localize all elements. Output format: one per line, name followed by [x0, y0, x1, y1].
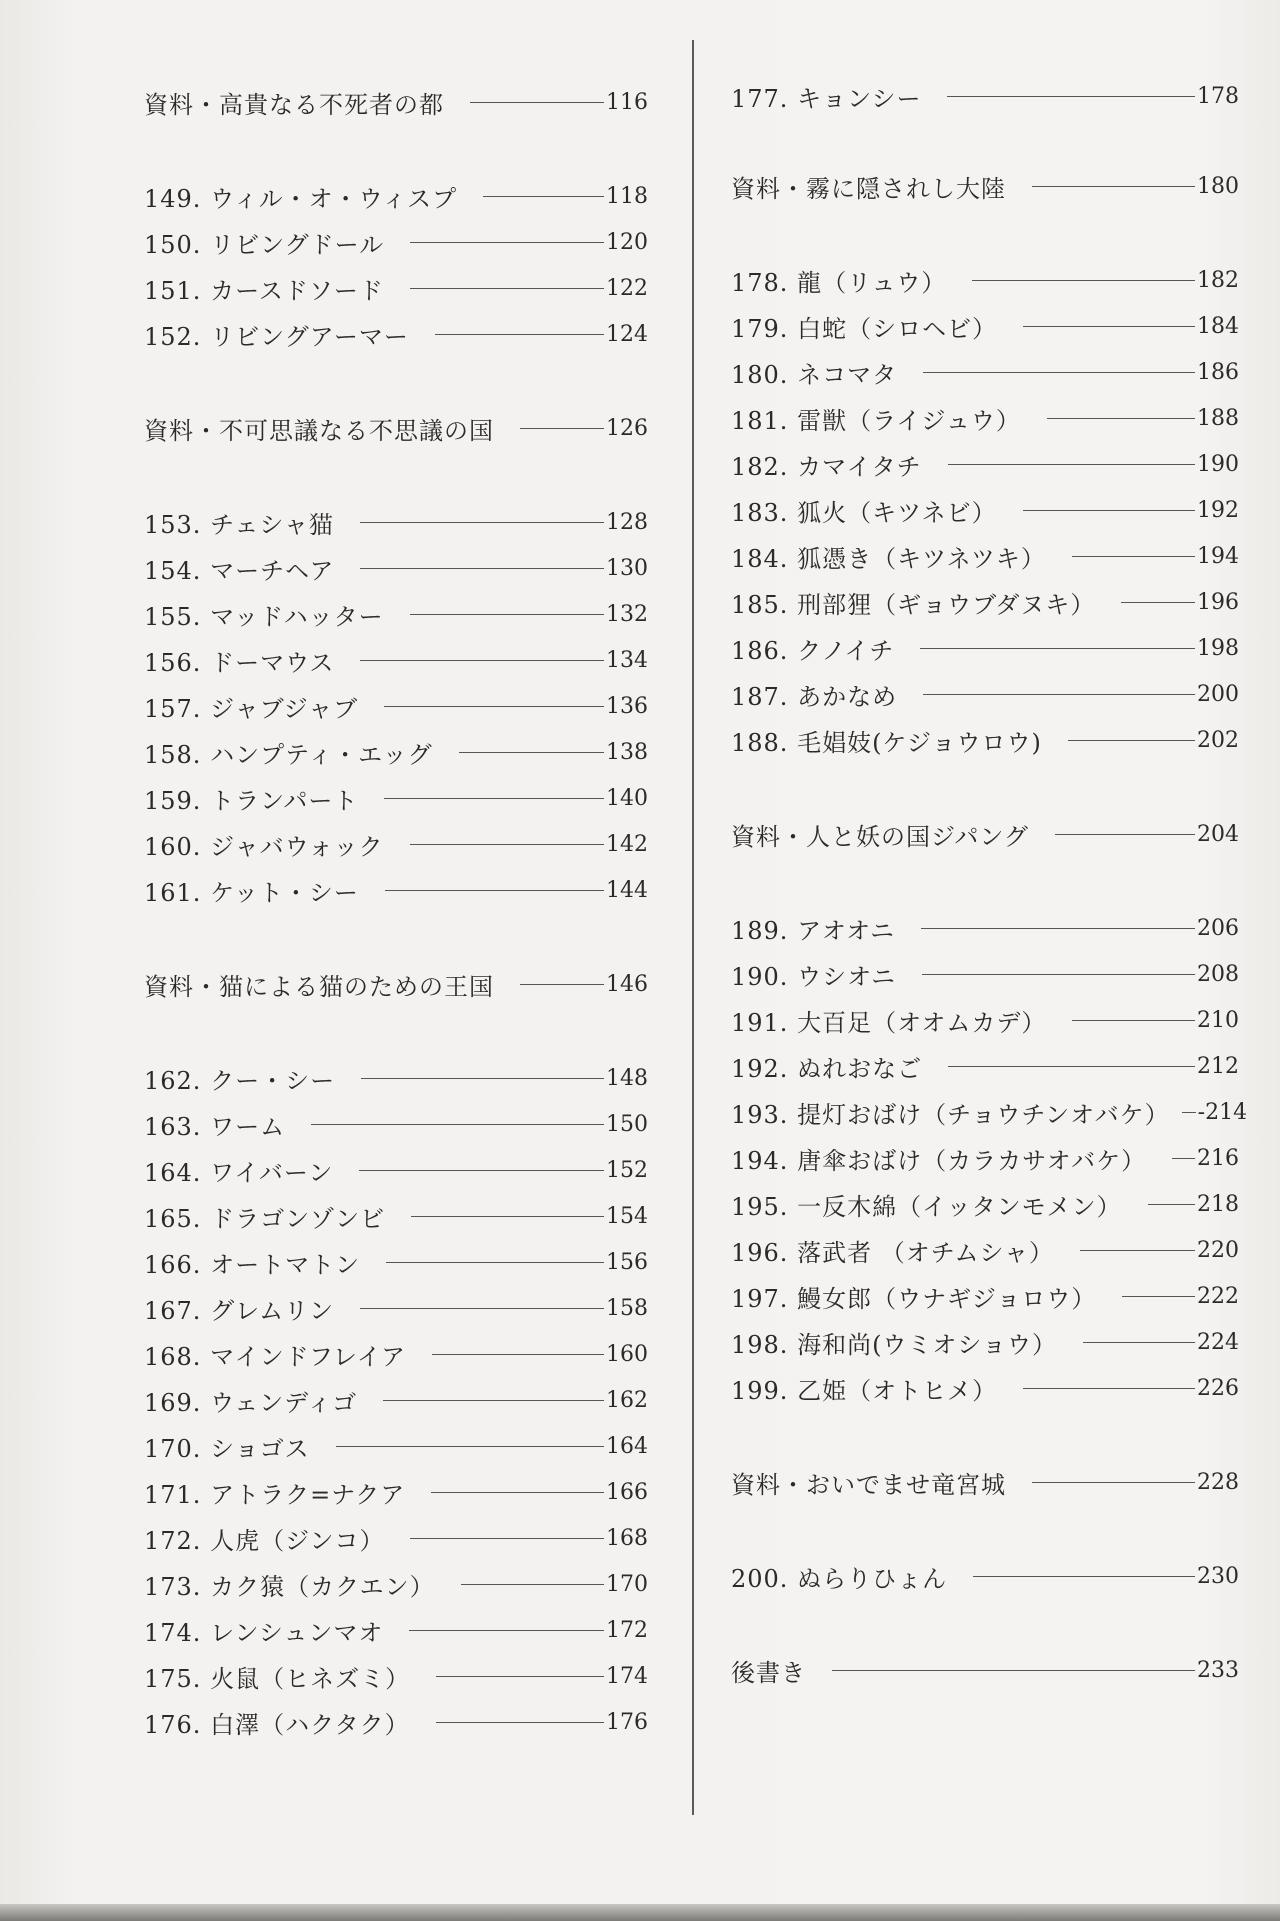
leader-line [360, 660, 604, 661]
toc-entry [731, 398, 1239, 438]
entry-title: 179. 白蛇（シロヘビ） [731, 314, 998, 343]
leader-line [384, 706, 604, 707]
page-number: 226 [1197, 1375, 1239, 1401]
toc-entry [731, 536, 1239, 576]
entry-title: 160. ジャバウォック [144, 832, 384, 861]
leader-line [832, 1670, 1195, 1671]
page-number: 168 [606, 1525, 648, 1551]
leader-line [461, 1584, 604, 1585]
toc-entry [731, 1230, 1239, 1270]
page-number: 132 [606, 601, 648, 627]
leader-line [1172, 1158, 1195, 1159]
toc-entry [144, 314, 648, 354]
entry-title: 180. ネコマタ [731, 360, 898, 389]
leader-line [470, 102, 604, 103]
entry-title: 174. レンシュンマオ [144, 1618, 384, 1647]
toc-entry [731, 628, 1239, 668]
toc-entry [144, 1702, 648, 1742]
toc-entry [144, 964, 648, 1004]
toc-entry [144, 222, 648, 262]
toc-entry [731, 674, 1239, 714]
toc-entry [144, 870, 648, 910]
toc-entry [731, 1322, 1239, 1362]
entry-title: 161. ケット・シー [144, 878, 359, 907]
leader-line [1148, 1204, 1195, 1205]
leader-line [1032, 186, 1195, 187]
leader-line [947, 96, 1195, 97]
entry-title: 165. ドラゴンゾンビ [144, 1204, 386, 1233]
entry-title: 資料・おいでませ竜宮城 [731, 1470, 1006, 1499]
page-number: 196 [1197, 589, 1239, 615]
entry-title: 168. マインドフレイア [144, 1342, 406, 1371]
page-number: 188 [1197, 405, 1239, 431]
toc-entry [731, 720, 1239, 760]
toc-entry [731, 306, 1239, 346]
page-number: 176 [606, 1709, 648, 1735]
entry-title: 164. ワイバーン [144, 1158, 334, 1187]
entry-title: 177. キョンシー [731, 84, 922, 113]
leader-line [1121, 602, 1195, 603]
leader-line [1047, 418, 1195, 419]
page-number: 233 [1197, 1657, 1239, 1683]
leader-line [431, 1492, 604, 1493]
entry-title: 191. 大百足（オオムカデ） [731, 1008, 1047, 1037]
entry-title: 170. ショゴス [144, 1434, 310, 1463]
leader-line [410, 288, 604, 289]
entry-title: 167. グレムリン [144, 1296, 335, 1325]
leader-line [923, 372, 1195, 373]
entry-title: 149. ウィル・オ・ウィスプ [144, 184, 458, 213]
toc-entry [144, 594, 648, 634]
page-number: 222 [1197, 1283, 1239, 1309]
page-number: 210 [1197, 1007, 1239, 1033]
toc-entry [731, 1046, 1239, 1086]
toc-entry [731, 1650, 1239, 1690]
leader-line [411, 1216, 604, 1217]
page-number: 218 [1197, 1191, 1239, 1217]
entry-title: 158. ハンプティ・エッグ [144, 740, 433, 769]
entry-title: 163. ワーム [144, 1112, 286, 1141]
leader-line [383, 1400, 604, 1401]
toc-entry [144, 502, 648, 542]
page-number: 154 [606, 1203, 648, 1229]
page-number: 150 [606, 1111, 648, 1137]
page-number: 204 [1197, 821, 1239, 847]
page-number: 228 [1197, 1469, 1239, 1495]
leader-line [1080, 1250, 1195, 1251]
page-bottom-edge [0, 1904, 1280, 1921]
page-number: 122 [606, 275, 648, 301]
entry-title: 155. マッドハッター [144, 602, 384, 631]
leader-line [386, 1262, 604, 1263]
entry-title: 195. 一反木綿（イッタンモメン） [731, 1192, 1122, 1221]
entry-title: 151. カースドソード [144, 276, 384, 305]
toc-entry [144, 1104, 648, 1144]
entry-title: 193. 提灯おばけ（チョウチンオバケ） [731, 1100, 1170, 1129]
entry-title: 162. クー・シー [144, 1066, 336, 1095]
column-divider [692, 40, 694, 1815]
leader-line [1083, 1342, 1195, 1343]
leader-line [1182, 1112, 1196, 1113]
page-number: 186 [1197, 359, 1239, 385]
page-number: 202 [1197, 727, 1239, 753]
entry-title: 資料・霧に隠されし大陸 [731, 174, 1006, 203]
toc-entry [731, 1184, 1239, 1224]
page-number: 220 [1197, 1237, 1239, 1263]
leader-line [385, 890, 604, 891]
page-number: 208 [1197, 961, 1239, 987]
toc-entry [144, 824, 648, 864]
toc-entry [144, 1518, 648, 1558]
page-number: 200 [1197, 681, 1239, 707]
page-number: 162 [606, 1387, 648, 1413]
page-number: 212 [1197, 1053, 1239, 1079]
entry-title: 184. 狐憑き（キツネツキ） [731, 544, 1046, 573]
page-number: 192 [1197, 497, 1239, 523]
entry-title: 189. アオオニ [731, 916, 896, 945]
leader-line [1023, 510, 1195, 511]
page-number: 116 [606, 89, 648, 115]
entry-title: 156. ドーマウス [144, 648, 335, 677]
leader-line [336, 1446, 604, 1447]
toc-entry [731, 352, 1239, 392]
toc-entry [144, 1196, 648, 1236]
toc-entry [144, 82, 648, 122]
leader-line [520, 984, 604, 985]
toc-entry [144, 640, 648, 680]
toc-entry [144, 1150, 648, 1190]
page-number: 124 [606, 321, 648, 347]
toc-entry [731, 1092, 1248, 1132]
leader-line [410, 844, 604, 845]
toc-entry [731, 1556, 1239, 1596]
toc-entry [731, 444, 1239, 484]
leader-line [520, 428, 604, 429]
leader-line [359, 1170, 604, 1171]
page-number: 148 [606, 1065, 648, 1091]
entry-title: 資料・人と妖の国ジパング [731, 822, 1029, 851]
page-number: 224 [1197, 1329, 1239, 1355]
leader-line [1023, 326, 1195, 327]
page-number: 120 [606, 229, 648, 255]
entry-title: 175. 火鼠（ヒネズミ） [144, 1664, 411, 1693]
toc-entry [144, 1288, 648, 1328]
toc-entry [144, 1656, 648, 1696]
leader-line [360, 568, 604, 569]
toc-entry [144, 268, 648, 308]
entry-title: 157. ジャブジャブ [144, 694, 359, 723]
entry-title: 152. リビングアーマー [144, 322, 409, 351]
leader-line [435, 334, 604, 335]
leader-line [1072, 1020, 1195, 1021]
toc-entry [731, 1368, 1239, 1408]
page-number: 160 [606, 1341, 648, 1367]
entry-title: 159. トランパート [144, 786, 359, 815]
page-number: 194 [1197, 543, 1239, 569]
toc-entry [731, 954, 1239, 994]
page-number: 158 [606, 1295, 648, 1321]
toc-entry [731, 908, 1239, 948]
entry-title: 153. チェシャ猫 [144, 510, 334, 539]
entry-title: 187. あかなめ [731, 682, 898, 711]
entry-title: 192. ぬれおなご [731, 1054, 923, 1083]
page-number: 156 [606, 1249, 648, 1275]
page-number: 164 [606, 1433, 648, 1459]
page-number: 142 [606, 831, 648, 857]
leader-line [483, 196, 604, 197]
entry-title: 182. カマイタチ [731, 452, 922, 481]
leader-line [1122, 1296, 1195, 1297]
page-number: 152 [606, 1157, 648, 1183]
entry-title: 188. 毛娼妓(ケジョウロウ) [731, 728, 1042, 757]
leader-line [384, 798, 604, 799]
page-number: 190 [1197, 451, 1239, 477]
entry-title: 197. 鰻女郎（ウナギジョロウ） [731, 1284, 1097, 1313]
page-number: 140 [606, 785, 648, 811]
page-number: 178 [1197, 83, 1239, 109]
entry-title: 196. 落武者 （オチムシャ） [731, 1238, 1055, 1267]
entry-title: 176. 白澤（ハクタク） [144, 1710, 410, 1739]
entry-title: 171. アトラク=ナクア [144, 1480, 406, 1509]
toc-entry [144, 1472, 648, 1512]
leader-line [920, 648, 1195, 649]
toc-entry [144, 1610, 648, 1650]
toc-entry [731, 814, 1239, 854]
leader-line [1032, 1482, 1195, 1483]
leader-line [1023, 1388, 1195, 1389]
page-number: 166 [606, 1479, 648, 1505]
leader-line [410, 242, 604, 243]
toc-entry [144, 1380, 648, 1420]
toc-entry [144, 1242, 648, 1282]
toc-entry [731, 582, 1239, 622]
entry-title: 190. ウシオニ [731, 962, 897, 991]
toc-entry [731, 1000, 1239, 1040]
entry-title: 166. オートマトン [144, 1250, 361, 1279]
toc-entry [144, 1564, 648, 1604]
leader-line [1055, 834, 1195, 835]
entry-title: 200. ぬらりひょん [731, 1564, 948, 1593]
entry-title: 194. 唐傘おばけ（カラカサオバケ） [731, 1146, 1147, 1175]
leader-line [922, 974, 1195, 975]
toc-entry [144, 548, 648, 588]
toc-entry [731, 490, 1239, 530]
page-number: 138 [606, 739, 648, 765]
page-number: 206 [1197, 915, 1239, 941]
toc-entry [144, 1058, 648, 1098]
leader-line [923, 694, 1195, 695]
toc-entry [144, 408, 648, 448]
leader-line [1072, 556, 1195, 557]
page-number: 134 [606, 647, 648, 673]
entry-title: 178. 龍（リュウ） [731, 268, 947, 297]
page-number: 128 [606, 509, 648, 535]
page-number: 184 [1197, 313, 1239, 339]
leader-line [410, 1538, 604, 1539]
leader-line [921, 928, 1195, 929]
entry-title: 199. 乙姫（オトヒメ） [731, 1376, 998, 1405]
toc-entry [731, 1276, 1239, 1316]
page-number: 170 [606, 1571, 648, 1597]
entry-title: 169. ウェンディゴ [144, 1388, 358, 1417]
entry-title: 後書き [731, 1658, 806, 1687]
page-number: 172 [606, 1617, 648, 1643]
page-number: 136 [606, 693, 648, 719]
toc-entry [144, 1334, 648, 1374]
page-number: 126 [606, 415, 648, 441]
leader-line [948, 1066, 1195, 1067]
leader-line [361, 1078, 604, 1079]
entry-title: 154. マーチヘア [144, 556, 335, 585]
page-number: 182 [1197, 267, 1239, 293]
leader-line [436, 1722, 604, 1723]
leader-line [973, 1576, 1195, 1577]
leader-line [360, 522, 604, 523]
leader-line [972, 280, 1195, 281]
page-number: 174 [606, 1663, 648, 1689]
page-number: 180 [1197, 173, 1239, 199]
leader-line [948, 464, 1195, 465]
leader-line [360, 1308, 604, 1309]
toc-entry [731, 1462, 1239, 1502]
entry-title: 185. 刑部狸（ギョウブダヌキ） [731, 590, 1096, 619]
page-number: 144 [606, 877, 648, 903]
leader-line [409, 1630, 604, 1631]
toc-entry [144, 686, 648, 726]
leader-line [432, 1354, 604, 1355]
entry-title: 173. カク猿（カクエン） [144, 1572, 435, 1601]
leader-line [410, 614, 604, 615]
leader-line [459, 752, 604, 753]
entry-title: 資料・高貴なる不死者の都 [144, 90, 444, 119]
page-number: 216 [1197, 1145, 1239, 1171]
leader-line [311, 1124, 604, 1125]
toc-entry [731, 166, 1239, 206]
entry-title: 150. リビングドール [144, 230, 385, 259]
leader-line [1068, 740, 1195, 741]
entry-title: 183. 狐火（キツネビ） [731, 498, 997, 527]
page-number: 198 [1197, 635, 1239, 661]
toc-entry [731, 76, 1239, 116]
entry-title: 181. 雷獣（ライジュウ） [731, 406, 1021, 435]
toc-entry [731, 1138, 1239, 1178]
entry-title: 198. 海和尚(ウミオショウ） [731, 1330, 1057, 1359]
entry-title: 172. 人虎（ジンコ） [144, 1526, 385, 1555]
leader-line [436, 1676, 604, 1677]
page-number: 146 [606, 971, 648, 997]
toc-entry [144, 176, 648, 216]
entry-title: 186. クノイチ [731, 636, 895, 665]
entry-title: 資料・不可思議なる不思議の国 [144, 416, 494, 445]
page-number: 230 [1197, 1563, 1239, 1589]
page-number: 130 [606, 555, 648, 581]
toc-entry [731, 260, 1239, 300]
toc-entry [144, 1426, 648, 1466]
toc-entry [144, 778, 648, 818]
toc-entry [144, 732, 648, 772]
entry-title: 資料・猫による猫のための王国 [144, 972, 494, 1001]
page-number: -214 [1197, 1099, 1248, 1125]
page-number: 118 [606, 183, 648, 209]
